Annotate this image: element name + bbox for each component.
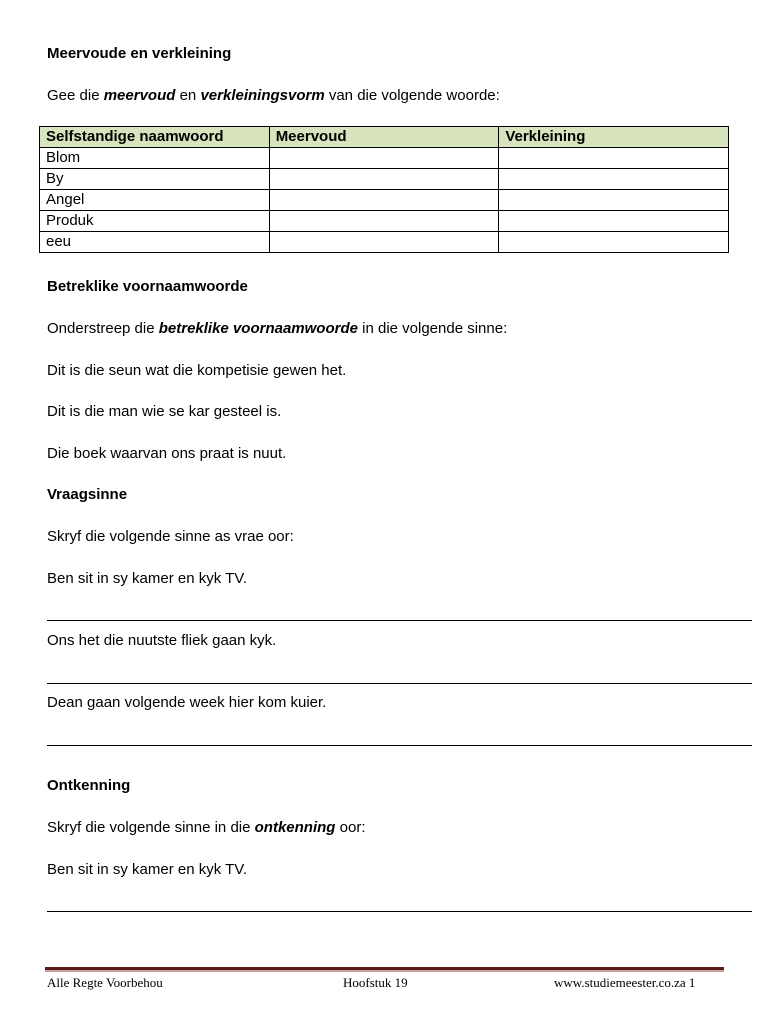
table-cell-noun: Angel [40, 190, 270, 211]
section-heading-vraagsinne: Vraagsinne [47, 486, 128, 503]
table-row [40, 211, 729, 232]
table-cell-plural-blank[interactable] [269, 148, 499, 169]
word-table [39, 126, 729, 253]
exercise-sentence: Ben sit in sy kamer en kyk TV. [47, 570, 248, 587]
table-header-cell: Verkleining [499, 127, 729, 148]
table-cell-diminutive-blank[interactable] [499, 169, 729, 190]
instruction-ontkenning: Skryf die volgende sinne in die ontkenning oor: [47, 819, 366, 836]
table-cell-diminutive-blank[interactable] [499, 148, 729, 169]
instruction-betreklike: Onderstreep die betreklike voornaamwoorde in die volgende sinne: [47, 320, 508, 337]
table-cell-plural-blank[interactable] [269, 232, 499, 253]
footer-chapter: Hoofstuk 19 [343, 975, 408, 990]
answer-line[interactable] [47, 683, 752, 684]
table-cell-noun: By [40, 169, 270, 190]
table-row [40, 169, 729, 190]
section-heading-betreklike: Betreklike voornaamwoorde [47, 278, 248, 295]
answer-line[interactable] [47, 620, 752, 621]
table-header-cell: Meervoud [269, 127, 499, 148]
table-cell-diminutive-blank[interactable] [499, 232, 729, 253]
footer-copyright: Alle Regte Voorbehou [47, 975, 163, 990]
instruction-meervoude: Gee die meervoud en verkleiningsvorm van die volgende woorde: [47, 87, 500, 104]
section-heading-ontkenning: Ontkenning [47, 777, 131, 794]
table-row [40, 232, 729, 253]
exercise-sentence: Ben sit in sy kamer en kyk TV. [47, 861, 248, 878]
table-row [40, 148, 729, 169]
table-cell-noun: eeu [40, 232, 270, 253]
exercise-sentence: Ons het die nuutste fliek gaan kyk. [47, 632, 277, 649]
table-cell-plural-blank[interactable] [269, 211, 499, 232]
answer-line[interactable] [47, 745, 752, 746]
exercise-sentence: Dean gaan volgende week hier kom kuier. [47, 694, 327, 711]
footer-rule-light [45, 970, 724, 972]
instruction-vraagsinne: Skryf die volgende sinne as vrae oor: [47, 528, 294, 545]
answer-line[interactable] [47, 911, 752, 912]
table-header-cell: Selfstandige naamwoord [40, 127, 270, 148]
exercise-sentence: Dit is die seun wat die kompetisie gewen het. [47, 362, 347, 379]
section-heading-meervoude: Meervoude en verkleining [47, 45, 232, 62]
table-cell-noun: Produk [40, 211, 270, 232]
exercise-sentence: Die boek waarvan ons praat is nuut. [47, 445, 287, 462]
table-cell-plural-blank[interactable] [269, 190, 499, 211]
table-cell-noun: Blom [40, 148, 270, 169]
exercise-sentence: Dit is die man wie se kar gesteel is. [47, 403, 282, 420]
table-cell-plural-blank[interactable] [269, 169, 499, 190]
table-cell-diminutive-blank[interactable] [499, 211, 729, 232]
table-header-row [40, 127, 729, 148]
table-row [40, 190, 729, 211]
table-cell-diminutive-blank[interactable] [499, 190, 729, 211]
footer-website: www.studiemeester.co.za 1 [554, 975, 696, 990]
